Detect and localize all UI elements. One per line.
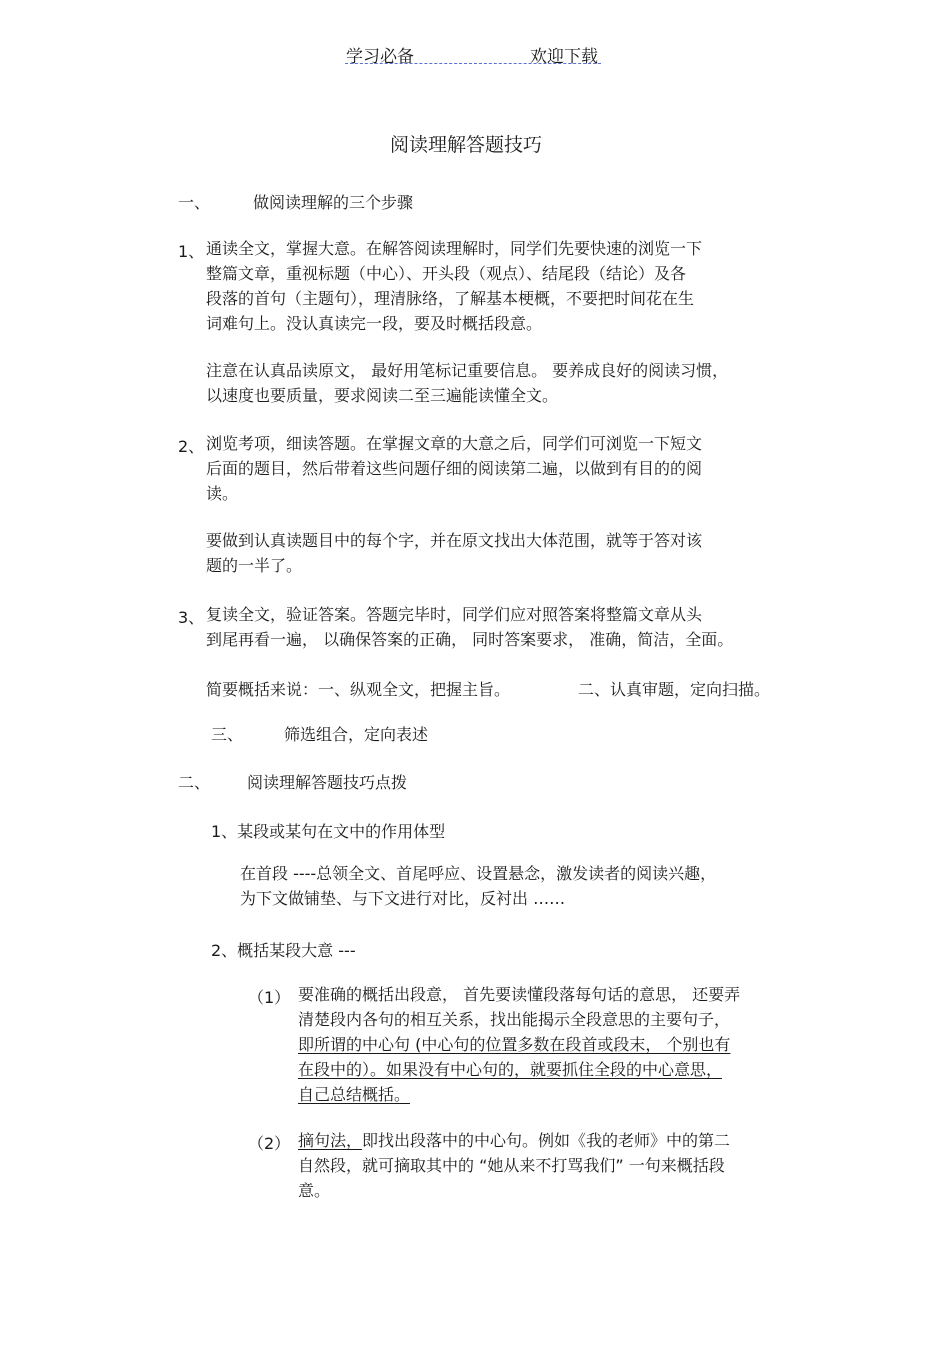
step2-line: 读。	[206, 484, 239, 503]
header-dashed-rule	[345, 63, 601, 64]
sub2-line: 自然段，就可摘取其中的 “她从来不打骂我们” 一句来概括段	[298, 1156, 725, 1175]
item2-sub2-number: （2）	[248, 1134, 291, 1153]
sub1-underlined-line: 即所谓的中心句 (中心句的位置多数在段首或段末， 个别也有	[298, 1035, 731, 1054]
step1-line: 段落的首句（主题句），理清脉络，了解基本梗概，不要把时间花在生	[206, 289, 695, 308]
step1-line: 通读全文，掌握大意。在解答阅读理解时，同学们先要快速的浏览一下	[206, 239, 703, 258]
sub1-underlined-line: 在段中的）。如果没有中心句的，就要抓住全段的中心意思，	[298, 1060, 723, 1079]
step1-note-line: 以速度也要质量，要求阅读二至三遍能读懂全文。	[206, 386, 559, 405]
step3-paragraph	[206, 602, 733, 652]
step2-paragraph	[206, 431, 702, 506]
section1-number: 一、	[178, 193, 211, 212]
step2-note-line: 题的一半了。	[206, 556, 303, 575]
summary-step3-text: 筛选组合，定向表述	[284, 725, 429, 744]
header-right-text: 欢迎下载	[530, 47, 598, 67]
step2-number: 2、	[178, 437, 205, 456]
section2-heading: 阅读理解答题技巧点拨	[247, 773, 408, 792]
sub2-line1-rest: 即找出段落中的中心句。例如《我的老师》中的第二	[362, 1131, 731, 1150]
sub2-line: 意。	[298, 1181, 331, 1200]
item1-line: 在首段 ----总领全文、首尾呼应、设置悬念，激发读者的阅读兴趣，	[240, 864, 717, 883]
step1-paragraph	[206, 236, 702, 336]
step2-note	[206, 528, 702, 578]
item2-sub2-paragraph	[298, 1128, 730, 1203]
step2-line: 浏览考项，细读答题。在掌握文章的大意之后，同学们可浏览一下短文	[206, 434, 703, 453]
summary-part1: 简要概括来说：一、纵观全文，把握主旨。	[206, 680, 511, 699]
step1-line: 词难句上。没认真读完一段，要及时概括段意。	[206, 314, 543, 333]
item1-heading: 1、某段或某句在文中的作用体型	[211, 822, 446, 841]
step3-line: 到尾再看一遍， 以确保答案的正确， 同时答案要求， 准确，简洁，全面。	[206, 630, 734, 649]
section2-number: 二、	[178, 773, 211, 792]
sub2-line	[298, 1128, 730, 1153]
sub1-line: 要准确的概括出段意， 首先要读懂段落每句话的意思， 还要弄	[298, 985, 741, 1004]
step3-number: 3、	[178, 608, 205, 627]
document-title: 阅读理解答题技巧	[389, 134, 542, 156]
item2-sub1-number: （1）	[248, 988, 291, 1007]
step1-note	[206, 358, 728, 408]
step1-number: 1、	[178, 242, 205, 261]
header-left-text: 学习必备	[346, 47, 414, 67]
sub2-method-label: 摘句法，	[298, 1131, 363, 1150]
item1-paragraph	[240, 861, 716, 911]
item2-sub1-paragraph	[298, 982, 740, 1107]
item1-line: 为下文做铺垫、与下文进行对比，反衬出 ……	[240, 889, 566, 908]
sub1-line: 清楚段内各句的相互关系，找出能揭示全段意思的主要句子，	[298, 1010, 731, 1029]
section1-heading: 做阅读理解的三个步骤	[253, 193, 414, 212]
summary-step3-number: 三、	[211, 725, 244, 744]
sub1-underlined-line: 自己总结概括。	[298, 1085, 411, 1104]
item2-heading: 2、概括某段大意 ---	[211, 941, 356, 960]
step2-line: 后面的题目，然后带着这些问题仔细的阅读第二遍，以做到有目的的阅	[206, 459, 703, 478]
step1-line: 整篇文章，重视标题（中心）、开头段（观点）、结尾段（结论）及各	[206, 264, 687, 283]
step1-note-line: 注意在认真品读原文， 最好用笔标记重要信息。 要养成良好的阅读习惯，	[206, 361, 729, 380]
summary-part2: 二、认真审题，定向扫描。	[578, 680, 771, 699]
step3-line: 复读全文，验证答案。答题完毕时，同学们应对照答案将整篇文章从头	[206, 605, 703, 624]
step2-note-line: 要做到认真读题目中的每个字，并在原文找出大体范围，就等于答对该	[206, 531, 703, 550]
